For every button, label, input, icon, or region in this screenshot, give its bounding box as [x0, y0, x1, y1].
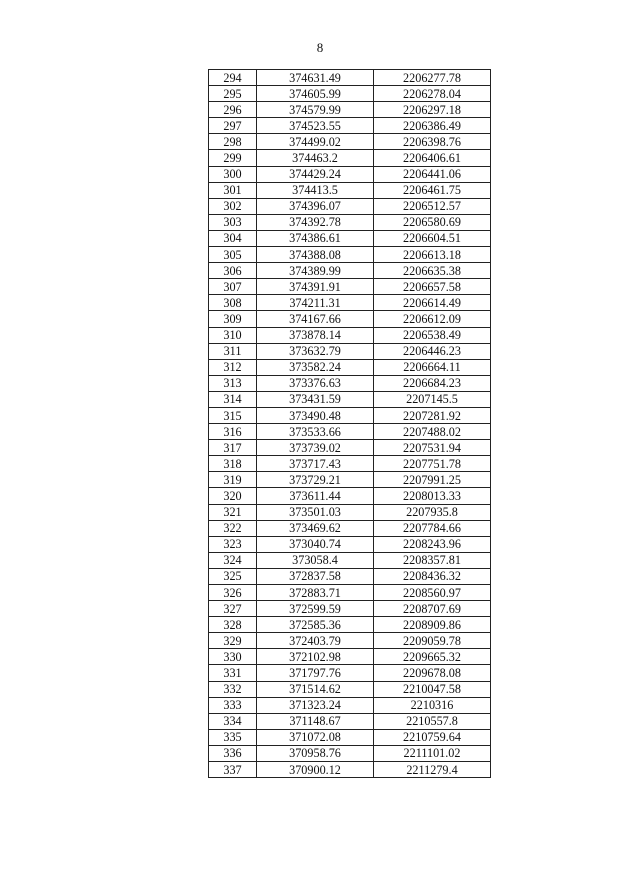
point-number-cell: 307: [209, 279, 257, 295]
table-row: [209, 633, 491, 649]
point-number-cell: 311: [209, 343, 257, 359]
x-coordinate-cell: 373729.21: [257, 472, 374, 488]
point-number-cell: 299: [209, 150, 257, 166]
y-coordinate-cell: 2208013.33: [374, 488, 491, 504]
y-coordinate-cell: 2206664.11: [374, 359, 491, 375]
x-coordinate-cell: 371148.67: [257, 713, 374, 729]
table-row: [209, 86, 491, 102]
point-number-cell: 313: [209, 375, 257, 391]
table-row: [209, 729, 491, 745]
x-coordinate-cell: 374631.49: [257, 70, 374, 86]
table-row: [209, 585, 491, 601]
point-number-cell: 316: [209, 424, 257, 440]
table-row: [209, 649, 491, 665]
y-coordinate-cell: 2206512.57: [374, 198, 491, 214]
x-coordinate-cell: 373376.63: [257, 375, 374, 391]
x-coordinate-cell: 374391.91: [257, 279, 374, 295]
x-coordinate-cell: 374396.07: [257, 198, 374, 214]
table-row: [209, 504, 491, 520]
table-row: [209, 536, 491, 552]
y-coordinate-cell: 2206297.18: [374, 102, 491, 118]
y-coordinate-cell: 2206614.49: [374, 295, 491, 311]
x-coordinate-cell: 373739.02: [257, 440, 374, 456]
point-number-cell: 308: [209, 295, 257, 311]
table-row: [209, 311, 491, 327]
point-number-cell: 337: [209, 762, 257, 778]
table-row: [209, 407, 491, 423]
point-number-cell: 309: [209, 311, 257, 327]
y-coordinate-cell: 2206398.76: [374, 134, 491, 150]
y-coordinate-cell: 2210047.58: [374, 681, 491, 697]
point-number-cell: 334: [209, 713, 257, 729]
x-coordinate-cell: 373469.62: [257, 520, 374, 536]
point-number-cell: 315: [209, 407, 257, 423]
x-coordinate-cell: 373878.14: [257, 327, 374, 343]
x-coordinate-cell: 374392.78: [257, 214, 374, 230]
point-number-cell: 330: [209, 649, 257, 665]
point-number-cell: 304: [209, 230, 257, 246]
y-coordinate-cell: 2208436.32: [374, 568, 491, 584]
point-number-cell: 312: [209, 359, 257, 375]
x-coordinate-cell: 370958.76: [257, 745, 374, 761]
point-number-cell: 298: [209, 134, 257, 150]
point-number-cell: 331: [209, 665, 257, 681]
table-row: [209, 762, 491, 778]
point-number-cell: 314: [209, 391, 257, 407]
point-number-cell: 327: [209, 601, 257, 617]
table-row: [209, 279, 491, 295]
x-coordinate-cell: 373431.59: [257, 391, 374, 407]
point-number-cell: 317: [209, 440, 257, 456]
page-number: 8: [316, 40, 324, 55]
point-number-cell: 335: [209, 729, 257, 745]
y-coordinate-cell: 2211279.4: [374, 762, 491, 778]
table-row: [209, 359, 491, 375]
point-number-cell: 305: [209, 247, 257, 263]
point-number-cell: 297: [209, 118, 257, 134]
y-coordinate-cell: 2207145.5: [374, 391, 491, 407]
table-row: [209, 665, 491, 681]
x-coordinate-cell: 374523.55: [257, 118, 374, 134]
x-coordinate-cell: 371514.62: [257, 681, 374, 697]
x-coordinate-cell: 373533.66: [257, 424, 374, 440]
y-coordinate-cell: 2208357.81: [374, 552, 491, 568]
y-coordinate-cell: 2207751.78: [374, 456, 491, 472]
x-coordinate-cell: 373040.74: [257, 536, 374, 552]
y-coordinate-cell: 2210759.64: [374, 729, 491, 745]
y-coordinate-cell: 2206538.49: [374, 327, 491, 343]
y-coordinate-cell: 2206613.18: [374, 247, 491, 263]
x-coordinate-cell: 371797.76: [257, 665, 374, 681]
coordinates-table-body: [209, 70, 491, 778]
x-coordinate-cell: 374167.66: [257, 311, 374, 327]
point-number-cell: 296: [209, 102, 257, 118]
x-coordinate-cell: 374499.02: [257, 134, 374, 150]
point-number-cell: 319: [209, 472, 257, 488]
table-row: [209, 247, 491, 263]
point-number-cell: 300: [209, 166, 257, 182]
y-coordinate-cell: 2207935.8: [374, 504, 491, 520]
point-number-cell: 295: [209, 86, 257, 102]
point-number-cell: 329: [209, 633, 257, 649]
x-coordinate-cell: 371072.08: [257, 729, 374, 745]
y-coordinate-cell: 2207531.94: [374, 440, 491, 456]
coordinates-table: [208, 69, 491, 778]
x-coordinate-cell: 372102.98: [257, 649, 374, 665]
x-coordinate-cell: 373611.44: [257, 488, 374, 504]
y-coordinate-cell: 2207784.66: [374, 520, 491, 536]
y-coordinate-cell: 2207991.25: [374, 472, 491, 488]
y-coordinate-cell: 2206386.49: [374, 118, 491, 134]
table-row: [209, 150, 491, 166]
y-coordinate-cell: 2208560.97: [374, 585, 491, 601]
table-row: [209, 343, 491, 359]
x-coordinate-cell: 370900.12: [257, 762, 374, 778]
point-number-cell: 323: [209, 536, 257, 552]
y-coordinate-cell: 2206461.75: [374, 182, 491, 198]
y-coordinate-cell: 2206406.61: [374, 150, 491, 166]
table-row: [209, 391, 491, 407]
table-row: [209, 568, 491, 584]
x-coordinate-cell: 374413.5: [257, 182, 374, 198]
point-number-cell: 303: [209, 214, 257, 230]
point-number-cell: 301: [209, 182, 257, 198]
table-row: [209, 552, 491, 568]
point-number-cell: 328: [209, 617, 257, 633]
x-coordinate-cell: 374463.2: [257, 150, 374, 166]
y-coordinate-cell: 2211101.02: [374, 745, 491, 761]
y-coordinate-cell: 2206604.51: [374, 230, 491, 246]
table-row: [209, 134, 491, 150]
x-coordinate-cell: 372403.79: [257, 633, 374, 649]
table-row: [209, 295, 491, 311]
table-row: [209, 375, 491, 391]
table-row: [209, 488, 491, 504]
y-coordinate-cell: 2206684.23: [374, 375, 491, 391]
table-row: [209, 118, 491, 134]
y-coordinate-cell: 2206657.58: [374, 279, 491, 295]
x-coordinate-cell: 373058.4: [257, 552, 374, 568]
x-coordinate-cell: 372585.36: [257, 617, 374, 633]
table-row: [209, 697, 491, 713]
point-number-cell: 294: [209, 70, 257, 86]
point-number-cell: 324: [209, 552, 257, 568]
point-number-cell: 325: [209, 568, 257, 584]
table-row: [209, 263, 491, 279]
y-coordinate-cell: 2206277.78: [374, 70, 491, 86]
y-coordinate-cell: 2206612.09: [374, 311, 491, 327]
x-coordinate-cell: 374211.31: [257, 295, 374, 311]
point-number-cell: 318: [209, 456, 257, 472]
table-row: [209, 713, 491, 729]
table-row: [209, 102, 491, 118]
point-number-cell: 336: [209, 745, 257, 761]
point-number-cell: 302: [209, 198, 257, 214]
point-number-cell: 326: [209, 585, 257, 601]
x-coordinate-cell: 372837.58: [257, 568, 374, 584]
table-row: [209, 681, 491, 697]
table-row: [209, 520, 491, 536]
table-row: [209, 230, 491, 246]
point-number-cell: 320: [209, 488, 257, 504]
table-row: [209, 472, 491, 488]
point-number-cell: 322: [209, 520, 257, 536]
y-coordinate-cell: 2206278.04: [374, 86, 491, 102]
x-coordinate-cell: 374605.99: [257, 86, 374, 102]
y-coordinate-cell: 2210557.8: [374, 713, 491, 729]
y-coordinate-cell: 2209059.78: [374, 633, 491, 649]
y-coordinate-cell: 2210316: [374, 697, 491, 713]
x-coordinate-cell: 374388.08: [257, 247, 374, 263]
y-coordinate-cell: 2208909.86: [374, 617, 491, 633]
y-coordinate-cell: 2206580.69: [374, 214, 491, 230]
point-number-cell: 333: [209, 697, 257, 713]
y-coordinate-cell: 2209665.32: [374, 649, 491, 665]
table-row: [209, 70, 491, 86]
table-row: [209, 601, 491, 617]
x-coordinate-cell: 374389.99: [257, 263, 374, 279]
table-row: [209, 198, 491, 214]
y-coordinate-cell: 2206446.23: [374, 343, 491, 359]
table-row: [209, 745, 491, 761]
y-coordinate-cell: 2206635.38: [374, 263, 491, 279]
y-coordinate-cell: 2207488.02: [374, 424, 491, 440]
table-row: [209, 327, 491, 343]
table-row: [209, 440, 491, 456]
y-coordinate-cell: 2208707.69: [374, 601, 491, 617]
table-row: [209, 456, 491, 472]
x-coordinate-cell: 374429.24: [257, 166, 374, 182]
table-row: [209, 424, 491, 440]
x-coordinate-cell: 374386.61: [257, 230, 374, 246]
x-coordinate-cell: 373501.03: [257, 504, 374, 520]
x-coordinate-cell: 371323.24: [257, 697, 374, 713]
x-coordinate-cell: 373490.48: [257, 407, 374, 423]
x-coordinate-cell: 374579.99: [257, 102, 374, 118]
y-coordinate-cell: 2209678.08: [374, 665, 491, 681]
x-coordinate-cell: 372599.59: [257, 601, 374, 617]
x-coordinate-cell: 373582.24: [257, 359, 374, 375]
y-coordinate-cell: 2206441.06: [374, 166, 491, 182]
y-coordinate-cell: 2208243.96: [374, 536, 491, 552]
table-row: [209, 166, 491, 182]
x-coordinate-cell: 373717.43: [257, 456, 374, 472]
y-coordinate-cell: 2207281.92: [374, 407, 491, 423]
x-coordinate-cell: 373632.79: [257, 343, 374, 359]
table-row: [209, 214, 491, 230]
table-row: [209, 617, 491, 633]
point-number-cell: 321: [209, 504, 257, 520]
x-coordinate-cell: 372883.71: [257, 585, 374, 601]
point-number-cell: 310: [209, 327, 257, 343]
point-number-cell: 332: [209, 681, 257, 697]
table-row: [209, 182, 491, 198]
point-number-cell: 306: [209, 263, 257, 279]
